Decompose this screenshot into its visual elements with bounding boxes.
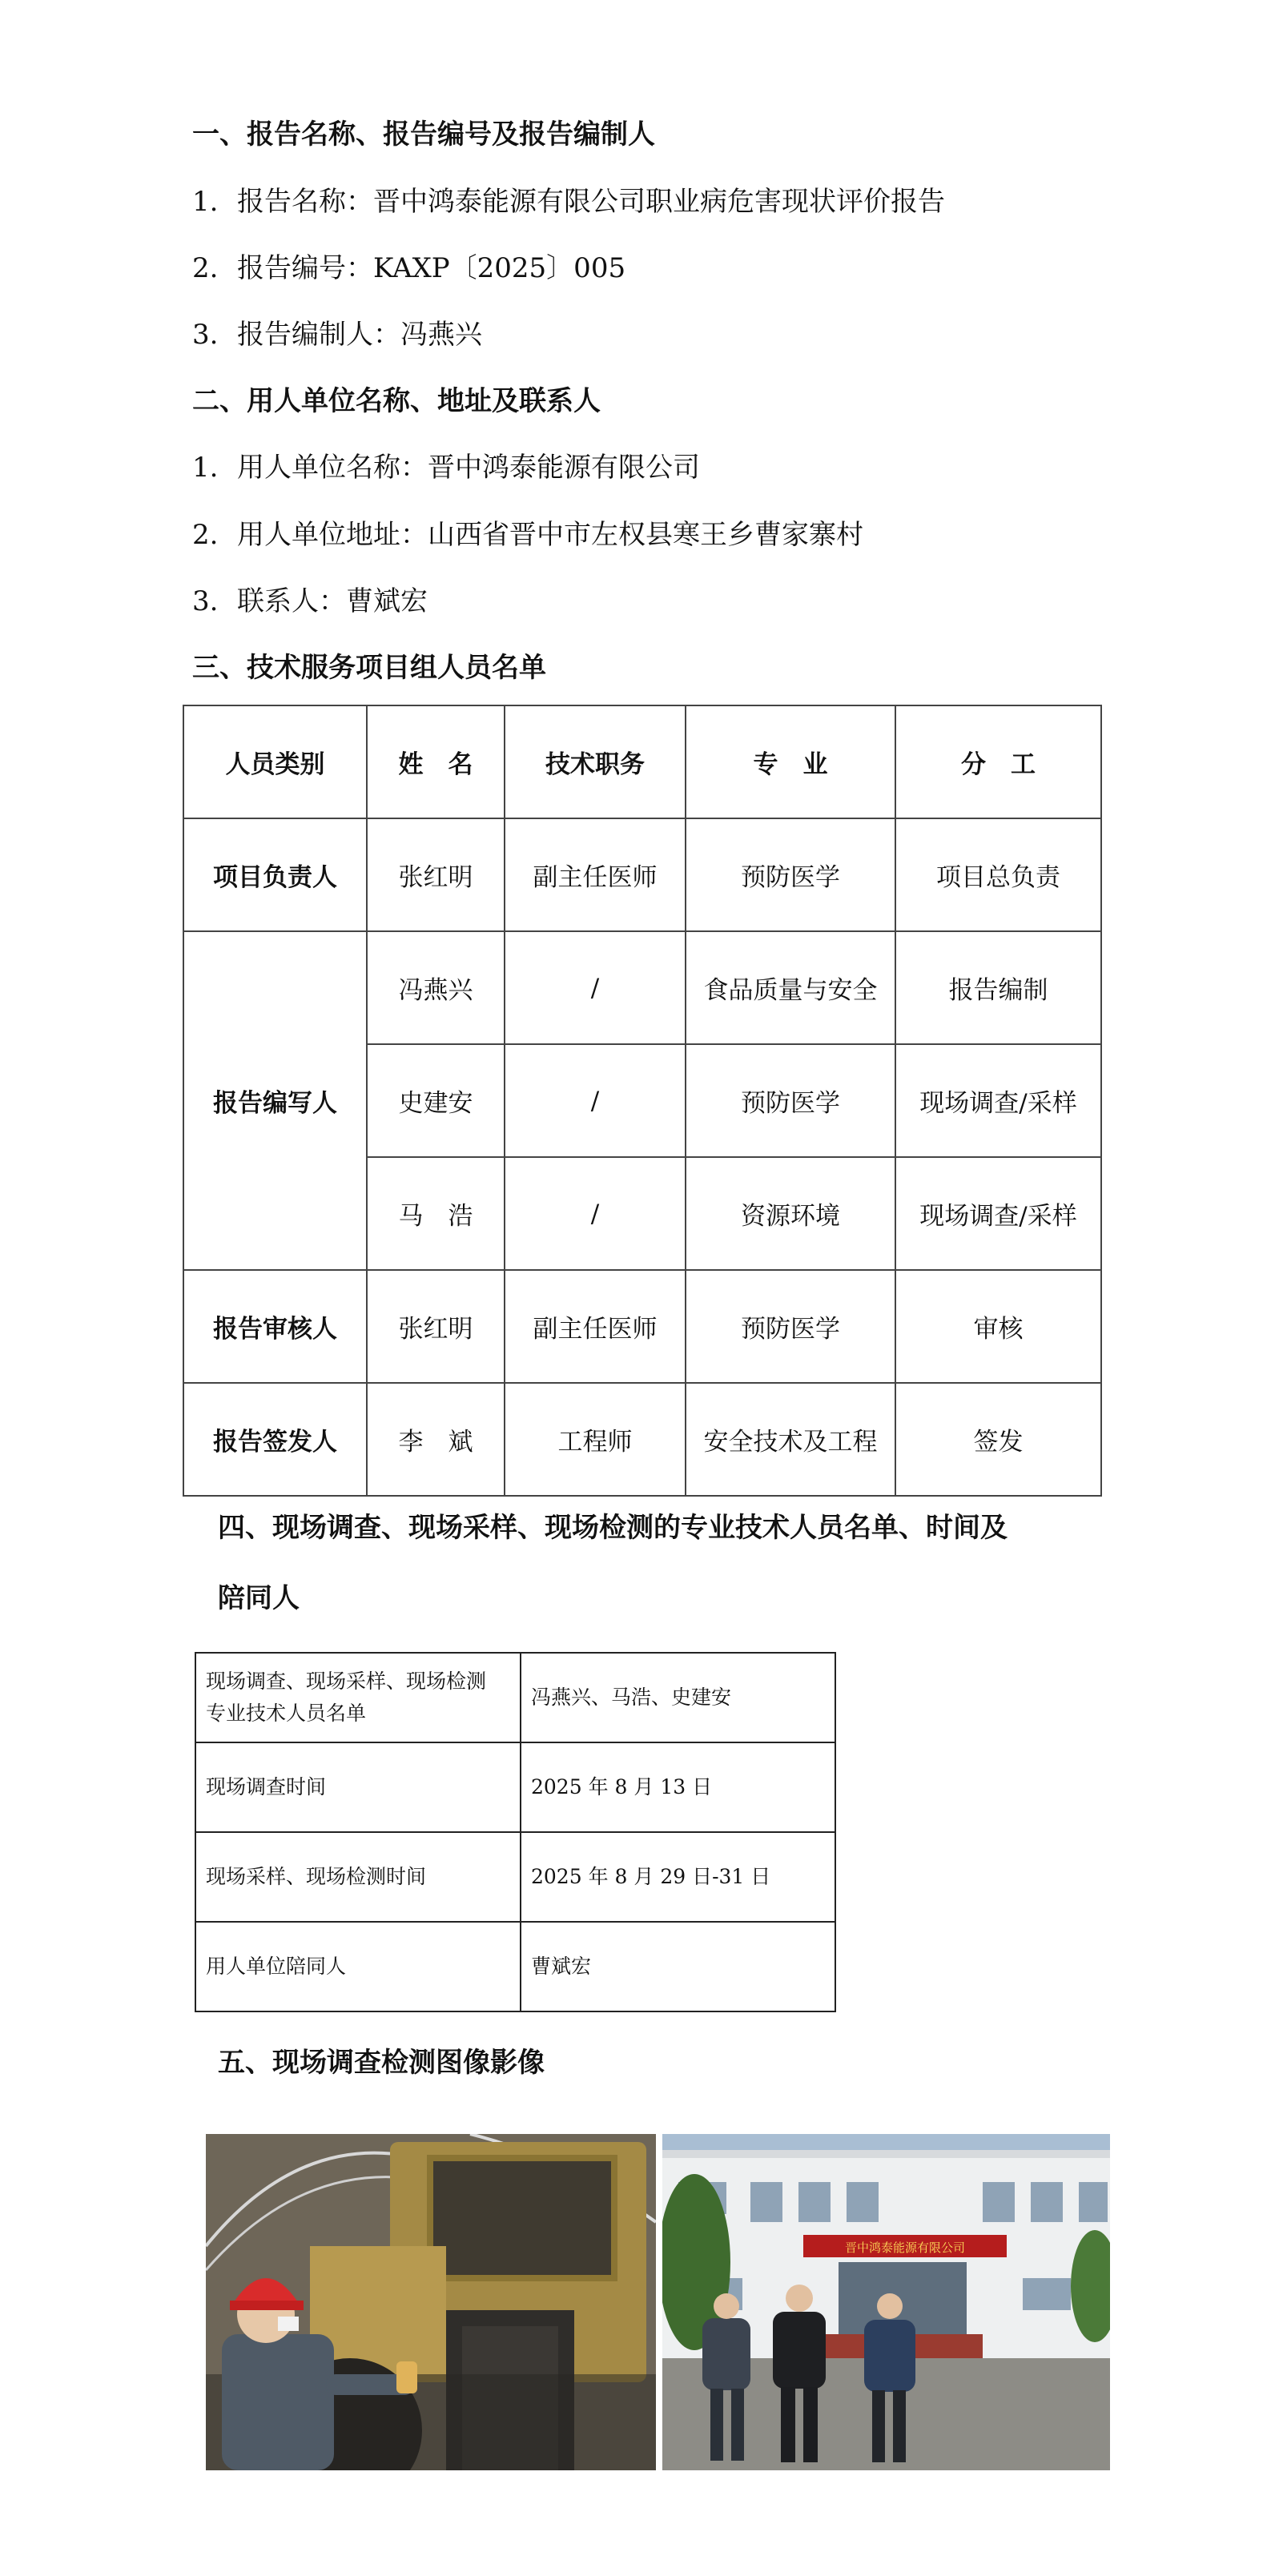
title-cell: 副主任医师 (505, 1270, 686, 1383)
name-cell: 李 斌 (367, 1383, 505, 1496)
major-cell: 预防医学 (686, 1044, 895, 1157)
report-number-line (192, 246, 625, 285)
team-table (183, 705, 1102, 1497)
name-cell: 张红明 (367, 818, 505, 931)
item-number: 1. (192, 452, 219, 484)
major-cell: 预防医学 (686, 818, 895, 931)
survey-value: 曹斌宏 (521, 1922, 835, 2011)
header-name: 姓 名 (367, 705, 505, 818)
survey-label: 现场调查、现场采样、现场检测 专业技术人员名单 (195, 1653, 521, 1742)
name-cell: 史建安 (367, 1044, 505, 1157)
table-row (195, 1742, 835, 1832)
contact-person: 联系人：曹斌宏 (237, 585, 428, 617)
header-title: 技术职务 (505, 705, 686, 818)
title-cell: / (505, 1044, 686, 1157)
table-row (183, 1270, 1101, 1383)
duty-cell: 现场调查/采样 (895, 1044, 1101, 1157)
section3-heading: 三、技术服务项目组人员名单 (192, 652, 546, 684)
report-name-line (192, 179, 945, 219)
title-cell: 工程师 (505, 1383, 686, 1496)
section4-heading-line1: 四、现场调查、现场采样、现场检测的专业技术人员名单、时间及 (218, 1512, 1008, 1544)
survey-value: 冯燕兴、马浩、史建安 (521, 1653, 835, 1742)
item-number: 1. (192, 186, 219, 218)
section5-heading: 五、现场调查检测图像影像 (218, 2047, 545, 2079)
item-number: 2. (192, 519, 219, 551)
name-cell: 张红明 (367, 1270, 505, 1383)
major-cell: 资源环境 (686, 1157, 895, 1270)
major-cell: 预防医学 (686, 1270, 895, 1383)
table-row (195, 1922, 835, 2011)
building-sign-text: 晋中鸿泰能源有限公司 (844, 2240, 966, 2255)
major-cell: 食品质量与安全 (686, 931, 895, 1044)
employer-name: 用人单位名称：晋中鸿泰能源有限公司 (237, 452, 700, 484)
survey-table (195, 1652, 836, 2012)
name-cell: 马 浩 (367, 1157, 505, 1270)
table-row (195, 1653, 835, 1742)
report-name: 报告名称：晋中鸿泰能源有限公司职业病危害现状评价报告 (237, 186, 945, 218)
table-header-row (183, 705, 1101, 818)
duty-cell: 项目总负责 (895, 818, 1101, 931)
table-row (183, 931, 1101, 1044)
survey-value: 2025 年 8 月 13 日 (521, 1742, 835, 1832)
building-photo-illustration (662, 2134, 1110, 2470)
item-number: 3. (192, 319, 219, 351)
role-cell: 报告编写人 (183, 931, 367, 1270)
role-cell: 报告签发人 (183, 1383, 367, 1496)
duty-cell: 报告编制 (895, 931, 1101, 1044)
survey-label: 用人单位陪同人 (195, 1922, 521, 2011)
duty-cell: 审核 (895, 1270, 1101, 1383)
employer-address: 用人单位地址：山西省晋中市左权县寒王乡曹家寨村 (237, 519, 863, 551)
title-cell: 副主任医师 (505, 818, 686, 931)
site-photo-building (662, 2134, 1110, 2470)
header-duty: 分 工 (895, 705, 1101, 818)
survey-label: 现场采样、现场检测时间 (195, 1832, 521, 1922)
survey-value: 2025 年 8 月 29 日-31 日 (521, 1832, 835, 1922)
employer-name-line (192, 445, 700, 484)
duty-cell: 签发 (895, 1383, 1101, 1496)
report-author: 报告编制人：冯燕兴 (237, 319, 482, 351)
item-number: 2. (192, 252, 219, 284)
duty-cell: 现场调查/采样 (895, 1157, 1101, 1270)
contact-line (192, 579, 428, 618)
section2-heading: 二、用人单位名称、地址及联系人 (192, 385, 601, 417)
role-cell: 报告审核人 (183, 1270, 367, 1383)
section4-heading-line2: 陪同人 (218, 1582, 300, 1614)
machinery-photo-illustration (206, 2134, 656, 2470)
report-number: 报告编号：KAXP〔2025〕005 (237, 252, 626, 284)
employer-address-line (192, 512, 863, 552)
title-cell: / (505, 931, 686, 1044)
role-cell: 项目负责人 (183, 818, 367, 931)
section1-heading: 一、报告名称、报告编号及报告编制人 (192, 119, 655, 151)
name-cell: 冯燕兴 (367, 931, 505, 1044)
survey-label: 现场调查时间 (195, 1742, 521, 1832)
report-author-line (192, 312, 482, 352)
table-row (183, 1383, 1101, 1496)
site-photo-machinery (206, 2134, 656, 2470)
table-row (195, 1832, 835, 1922)
title-cell: / (505, 1157, 686, 1270)
item-number: 3. (192, 585, 219, 617)
header-category: 人员类别 (183, 705, 367, 818)
table-row (183, 818, 1101, 931)
header-major: 专 业 (686, 705, 895, 818)
major-cell: 安全技术及工程 (686, 1383, 895, 1496)
